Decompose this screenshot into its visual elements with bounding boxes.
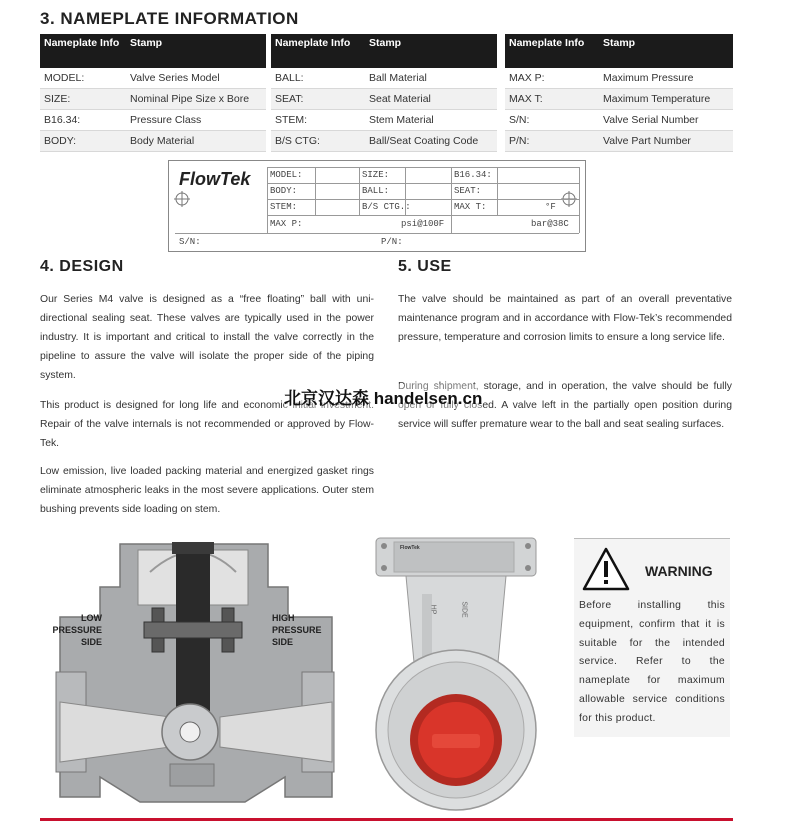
- plate-bar-label: bar@38C: [531, 219, 569, 229]
- table-row: [271, 110, 497, 131]
- section-5-title: 5. USE: [398, 258, 452, 275]
- table-cell: STEM:: [271, 110, 365, 131]
- high-pressure-side-label: HIGH PRESSURE SIDE: [272, 613, 322, 647]
- table-row: [505, 110, 733, 131]
- table-cell: BALL:: [271, 68, 365, 89]
- table-cell: Body Material: [126, 131, 266, 152]
- table-row: [271, 131, 497, 152]
- nameplate-table-1: [40, 34, 266, 152]
- table-cell: Valve Series Model: [126, 68, 266, 89]
- table-cell: Maximum Pressure: [599, 68, 733, 89]
- table-row: [40, 131, 266, 152]
- table-cell: P/N:: [505, 131, 599, 152]
- design-paragraph-1: Our Series M4 valve is designed as a “free floating” ball with uni-directional sealing seat. These valves are typically used in the power industry. It is important and critical to install the valve correctly in the pipeline to assure the valve will isolate the proper side of the piping system.: [40, 294, 374, 381]
- plate-sn-label: S/N:: [179, 237, 201, 247]
- plate-seat-label: SEAT:: [454, 186, 482, 196]
- plate-model-label: MODEL:: [270, 170, 303, 180]
- plate-body-label: BODY:: [270, 186, 298, 196]
- mounting-hole-icon: [174, 191, 190, 207]
- warning-box: [574, 538, 730, 737]
- section-4-title: 4. DESIGN: [40, 258, 124, 275]
- table-row: [40, 68, 266, 89]
- table-row: [505, 68, 733, 89]
- table-cell: SEAT:: [271, 89, 365, 110]
- plate-stem-label: STEM:: [270, 202, 298, 212]
- photo-hp-label: HP: [429, 604, 437, 615]
- section-3-title: 3. NAMEPLATE INFORMATION: [40, 9, 299, 28]
- plate-psi-label: psi@100F: [401, 219, 445, 229]
- table-cell: MAX T:: [505, 89, 599, 110]
- low-pressure-side-label: LOW PRESSURE SIDE: [52, 613, 102, 647]
- use-paragraph-2: During shipment, storage, and in operation, the valve should be fully open or fully closed. A valve left in the partially open position during service will suffer premature wear to the ball and seat sealing surfaces.: [398, 381, 732, 430]
- use-paragraph-1: The valve should be maintained as part of an overall preventative maintenance program and in accordance with Flow-Tek’s recommended pressure, temperature and corrosion limits to ensure a long service life.: [398, 294, 732, 343]
- table-header: Stamp: [599, 34, 733, 68]
- table-cell: Ball Material: [365, 68, 497, 89]
- valve-cutaway-diagram: [40, 532, 346, 810]
- design-paragraph-3: Low emission, live loaded packing material and energized gasket rings eliminate atmospheric leaks in the most severe applications. Outer stem bushing prevents side loading on stem.: [40, 466, 374, 515]
- table-cell: MODEL:: [40, 68, 126, 89]
- table-cell: Pressure Class: [126, 110, 266, 131]
- table-row: [40, 110, 266, 131]
- table-cell: BODY:: [40, 131, 126, 152]
- photo-side-label: SIDE: [460, 601, 468, 618]
- table-header: Stamp: [126, 34, 266, 68]
- nameplate-table-3: [505, 34, 733, 152]
- warning-title: WARNING: [645, 563, 713, 579]
- table-row: [40, 89, 266, 110]
- table-header: Nameplate Info: [505, 34, 599, 68]
- nameplate-drawing: [168, 160, 586, 252]
- photo-plate-logo: FlowTek: [400, 545, 420, 551]
- table-header: Stamp: [365, 34, 497, 68]
- warning-text: Before installing this equipment, confirm that it is suitable for the intended service. Refer to the nameplate for maximum allowable service conditions for this product.: [579, 600, 725, 724]
- table-cell: B16.34:: [40, 110, 126, 131]
- plate-size-label: SIZE:: [362, 170, 390, 180]
- table-cell: Maximum Temperature: [599, 89, 733, 110]
- table-cell: Seat Material: [365, 89, 497, 110]
- valve-photo: [370, 534, 556, 816]
- plate-bsctg-label: B/S CTG.:: [362, 202, 411, 212]
- table-cell: S/N:: [505, 110, 599, 131]
- table-cell: B/S CTG:: [271, 131, 365, 152]
- plate-maxp-label: MAX P:: [270, 219, 303, 229]
- table-cell: Stem Material: [365, 110, 497, 131]
- design-paragraph-2: This product is designed for long life and economic initial investment. Repair of the valve internals is not recommended or approved by Flow-Tek.: [40, 400, 374, 449]
- plate-pn-label: P/N:: [381, 237, 403, 247]
- table-cell: Valve Serial Number: [599, 110, 733, 131]
- table-header: Nameplate Info: [40, 34, 126, 68]
- footer-rule: [40, 818, 733, 821]
- table-header: Nameplate Info: [271, 34, 365, 68]
- table-cell: Nominal Pipe Size x Bore: [126, 89, 266, 110]
- warning-triangle-icon: [582, 547, 630, 591]
- table-row: [271, 89, 497, 110]
- table-cell: SIZE:: [40, 89, 126, 110]
- watermark-text: 北京汉达森 handelsen.cn: [284, 384, 482, 409]
- flowtek-logo: FlowTek: [179, 169, 251, 189]
- table-cell: Ball/Seat Coating Code: [365, 131, 497, 152]
- plate-degf-label: °F: [545, 202, 556, 212]
- nameplate-table-2: [271, 34, 497, 152]
- plate-maxt-label: MAX T:: [454, 202, 487, 212]
- table-cell: Valve Part Number: [599, 131, 733, 152]
- table-row: [505, 89, 733, 110]
- plate-b1634-label: B16.34:: [454, 170, 492, 180]
- table-row: [271, 68, 497, 89]
- table-cell: MAX P:: [505, 68, 599, 89]
- table-row: [505, 131, 733, 152]
- plate-ball-label: BALL:: [362, 186, 390, 196]
